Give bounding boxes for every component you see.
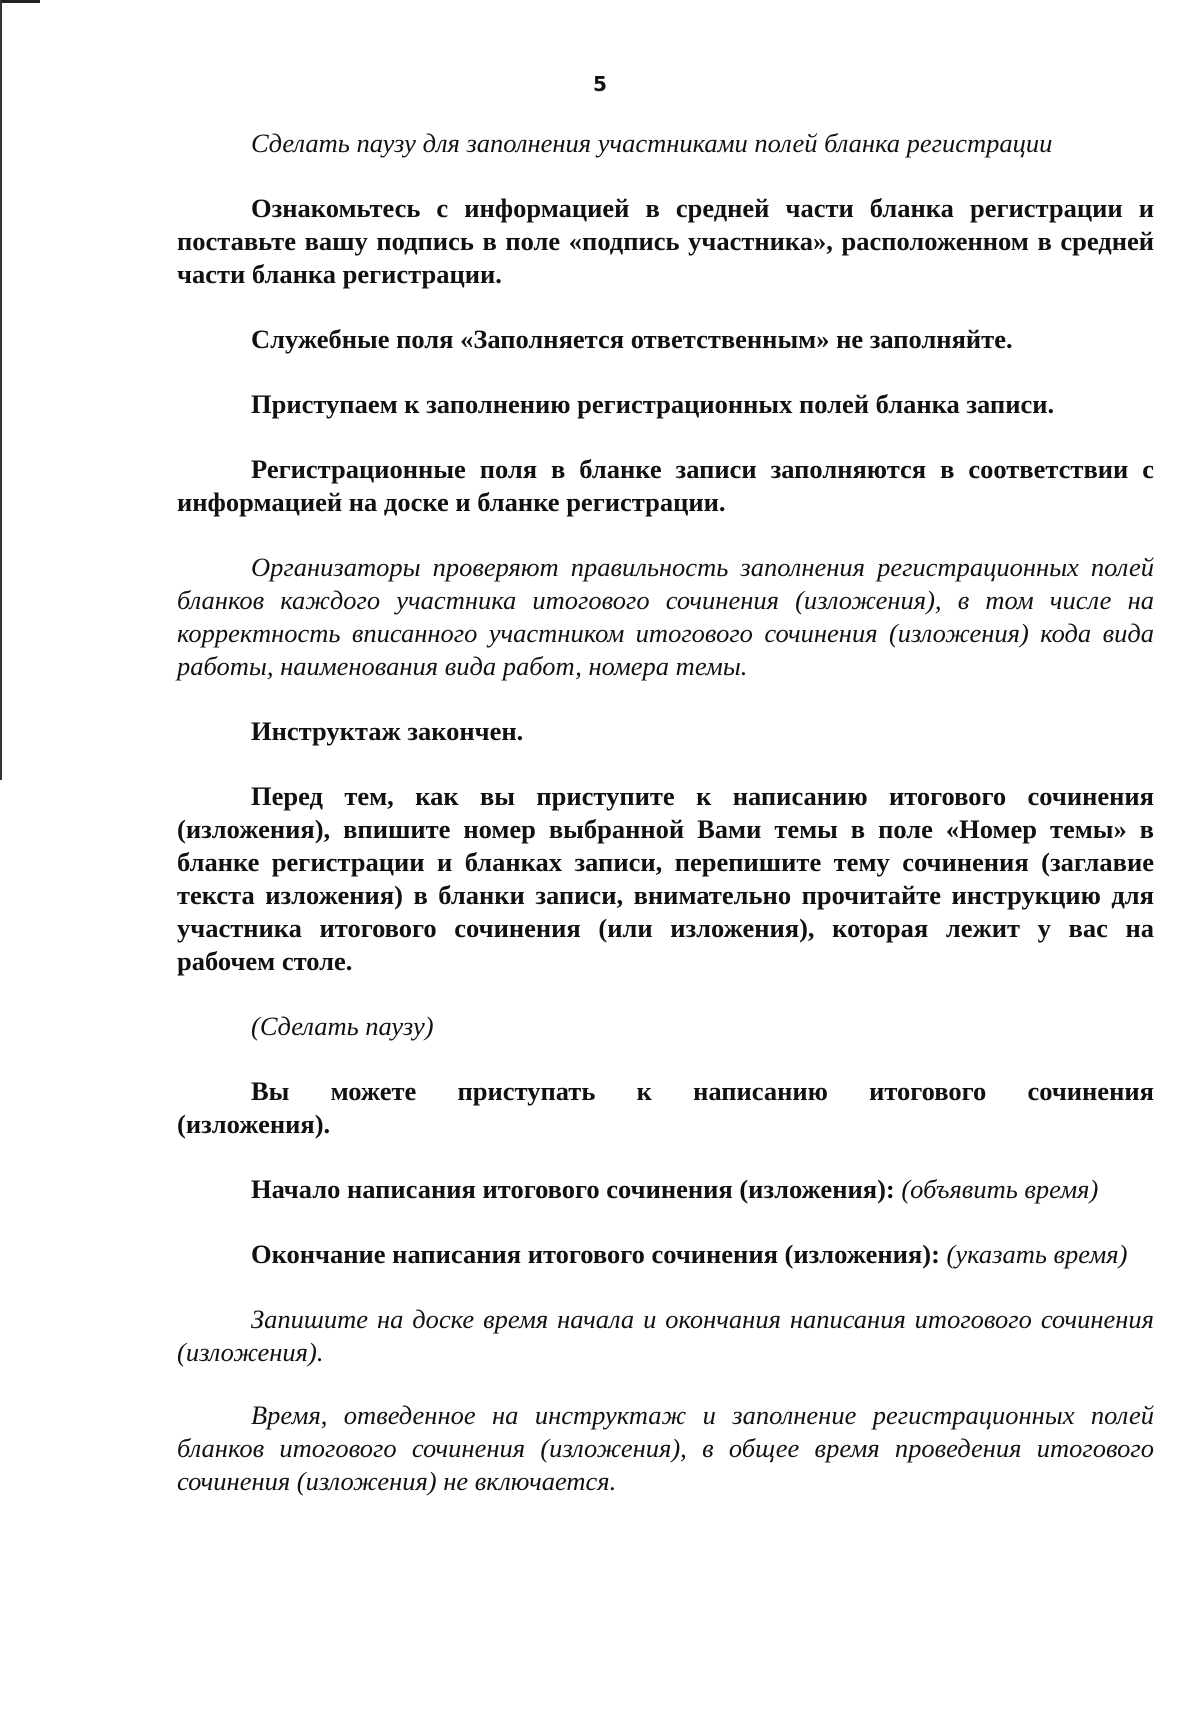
word: написанию [693, 1076, 828, 1106]
paragraph-before-writing: Перед тем, как вы приступите к написанию итогового сочинения (изложения), впишите номер выбранной Вами темы в поле «Номер темы» в бланке регистрации и бланках записи, перепишите тему сочинения (заглавие текста изложения) в бланки записи, внимательно прочитайте инструкцию для участника итогового сочинения (или изложения), которая лежит у вас на рабочем столе. [177, 781, 1154, 976]
paragraph-start-filling: Приступаем к заполнению регистрационных полей бланка записи. [251, 389, 1055, 419]
scan-border-top [0, 0, 40, 3]
may-start-tail: (изложения). [177, 1109, 331, 1139]
end-time-note: (указать время) [946, 1239, 1128, 1269]
may-start-line [177, 1075, 1154, 1108]
paragraph-signature: Ознакомьтесь с информацией в средней части бланка регистрации и поставьте вашу подпись в поле «подпись участника», расположенном в средней части бланка регистрации. [177, 193, 1154, 289]
paragraph-service-fields: Служебные поля «Заполняется ответственным» не заполняйте. [251, 324, 1013, 354]
word: можете [330, 1076, 417, 1106]
instruction-write-time: Запишите на доске время начала и окончания написания итогового сочинения (изложения). [177, 1304, 1154, 1367]
end-time-label: Окончание написания итогового сочинения (изложения): [251, 1239, 940, 1269]
instruction-pause-registration: Сделать паузу для заполнения участниками полей бланка регистрации [251, 128, 1053, 158]
paragraph-start-time [177, 1173, 1154, 1206]
scan-border-left [0, 0, 2, 780]
word: Вы [251, 1076, 290, 1106]
instruction-organizers-check: Организаторы проверяют правильность заполнения регистрационных полей бланков каждого участника итогового сочинения (изложения), в том числе на корректность вписанного участником итогового сочинения (изложения) кода вида работы, наименования вида работ, номера темы. [177, 552, 1154, 681]
page-number: 5 [593, 72, 607, 96]
instruction-pause: (Сделать паузу) [251, 1011, 434, 1041]
word: итогового [869, 1076, 987, 1106]
word: приступать [457, 1076, 596, 1106]
paragraph-briefing-finished: Инструктаж закончен. [251, 716, 524, 746]
paragraph-may-start [177, 1075, 1154, 1141]
word: к [636, 1076, 652, 1106]
start-time-note: (объявить время) [901, 1174, 1099, 1204]
instruction-time-not-included: Время, отведенное на инструктаж и заполнение регистрационных полей бланков итогового сочинения (изложения), в общее время проведения итогового сочинения (изложения) не включается. [177, 1400, 1154, 1496]
paragraph-end-time [177, 1238, 1154, 1271]
start-time-label: Начало написания итогового сочинения (изложения): [251, 1174, 895, 1204]
document-body [177, 127, 1154, 1498]
word: сочинения [1027, 1076, 1154, 1106]
paragraph-registration-fields: Регистрационные поля в бланке записи заполняются в соответствии с информацией на доске и бланке регистрации. [177, 454, 1154, 517]
